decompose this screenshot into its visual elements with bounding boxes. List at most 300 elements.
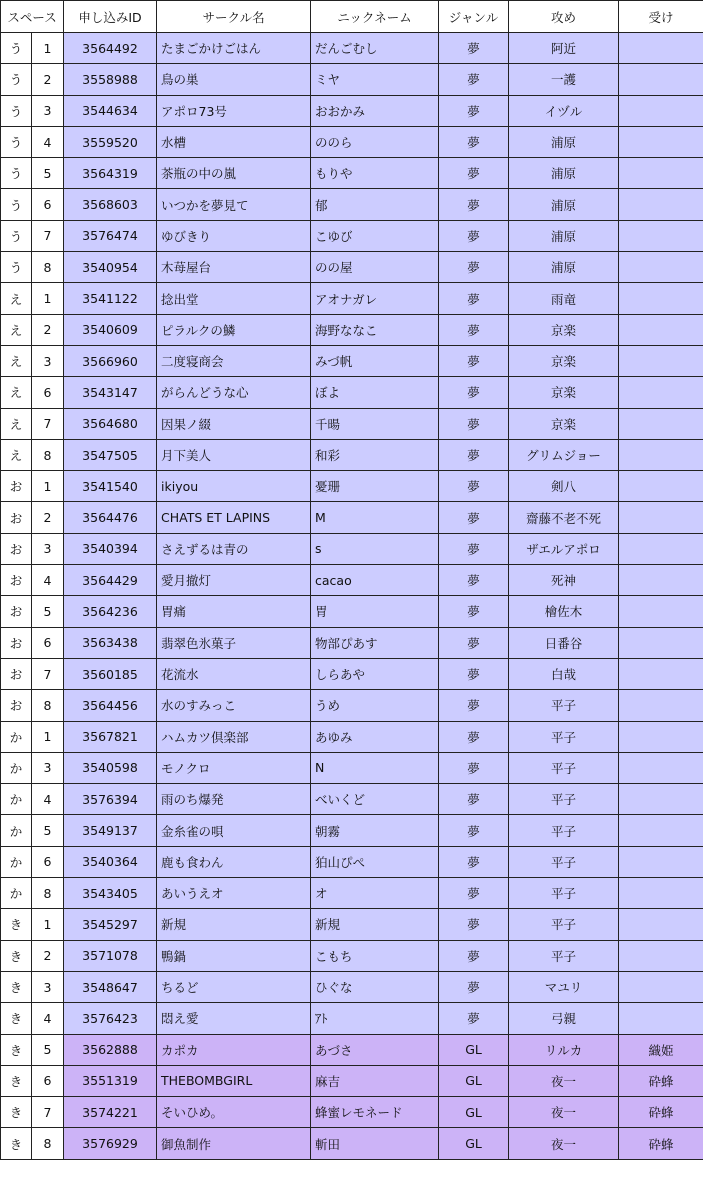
application-id-cell: 3576423 xyxy=(64,1003,157,1034)
uke-cell xyxy=(619,596,703,627)
space-row-cell: う xyxy=(1,189,32,220)
header-nickname: ニックネーム xyxy=(311,1,439,33)
genre-cell: 夢 xyxy=(439,314,509,345)
nickname-cell: ぼよ xyxy=(311,377,439,408)
space-number-cell: 4 xyxy=(32,565,64,596)
genre-cell: GL xyxy=(439,1065,509,1096)
circle-name-cell: ピラルクの鱗 xyxy=(157,314,311,345)
seme-cell: 弓親 xyxy=(509,1003,619,1034)
uke-cell xyxy=(619,252,703,283)
genre-cell: 夢 xyxy=(439,721,509,752)
application-id-cell: 3574221 xyxy=(64,1097,157,1128)
uke-cell xyxy=(619,846,703,877)
circle-name-cell: CHATS ET LAPINS xyxy=(157,502,311,533)
header-uke: 受け xyxy=(619,1,703,33)
nickname-cell: しらあや xyxy=(311,658,439,689)
table-header xyxy=(1,1,703,33)
seme-cell: 檜佐木 xyxy=(509,596,619,627)
space-row-cell: か xyxy=(1,752,32,783)
application-id-cell: 3547505 xyxy=(64,439,157,470)
application-id-cell: 3540954 xyxy=(64,252,157,283)
genre-cell: 夢 xyxy=(439,627,509,658)
space-row-cell: き xyxy=(1,1034,32,1065)
nickname-cell: こゆび xyxy=(311,220,439,251)
seme-cell: 平子 xyxy=(509,690,619,721)
nickname-cell: オ xyxy=(311,878,439,909)
uke-cell xyxy=(619,752,703,783)
uke-cell: 砕蜂 xyxy=(619,1065,703,1096)
seme-cell: 齋藤不老不死 xyxy=(509,502,619,533)
circle-name-cell: たまごかけごはん xyxy=(157,33,311,64)
space-number-cell: 2 xyxy=(32,502,64,533)
seme-cell: 平子 xyxy=(509,752,619,783)
table-row xyxy=(1,878,703,909)
circle-name-cell: 因果ノ綴 xyxy=(157,408,311,439)
table-row xyxy=(1,658,703,689)
space-number-cell: 1 xyxy=(32,33,64,64)
circle-name-cell: 月下美人 xyxy=(157,439,311,470)
application-id-cell: 3543405 xyxy=(64,878,157,909)
application-id-cell: 3549137 xyxy=(64,815,157,846)
space-number-cell: 8 xyxy=(32,439,64,470)
circle-name-cell: がらんどうな心 xyxy=(157,377,311,408)
table-row xyxy=(1,846,703,877)
application-id-cell: 3540394 xyxy=(64,533,157,564)
application-id-cell: 3560185 xyxy=(64,658,157,689)
seme-cell: 平子 xyxy=(509,784,619,815)
genre-cell: 夢 xyxy=(439,1003,509,1034)
table-row xyxy=(1,252,703,283)
table-row xyxy=(1,33,703,64)
table-row xyxy=(1,126,703,157)
seme-cell: 日番谷 xyxy=(509,627,619,658)
application-id-cell: 3559520 xyxy=(64,126,157,157)
seme-cell: 京楽 xyxy=(509,345,619,376)
seme-cell: ザエルアポロ xyxy=(509,533,619,564)
space-number-cell: 2 xyxy=(32,64,64,95)
uke-cell xyxy=(619,1003,703,1034)
space-number-cell: 1 xyxy=(32,721,64,752)
space-row-cell: う xyxy=(1,126,32,157)
genre-cell: 夢 xyxy=(439,189,509,220)
circle-name-cell: 鹿も食わん xyxy=(157,846,311,877)
space-number-cell: 4 xyxy=(32,784,64,815)
space-row-cell: え xyxy=(1,345,32,376)
space-row-cell: え xyxy=(1,377,32,408)
space-row-cell: え xyxy=(1,283,32,314)
genre-cell: 夢 xyxy=(439,33,509,64)
circle-name-cell: あいうえオ xyxy=(157,878,311,909)
uke-cell xyxy=(619,126,703,157)
uke-cell xyxy=(619,533,703,564)
circle-name-cell: 木苺屋台 xyxy=(157,252,311,283)
nickname-cell: 物部ぴあす xyxy=(311,627,439,658)
space-number-cell: 8 xyxy=(32,1128,64,1159)
table-row xyxy=(1,940,703,971)
table-row xyxy=(1,408,703,439)
nickname-cell: s xyxy=(311,533,439,564)
space-number-cell: 6 xyxy=(32,189,64,220)
circle-name-cell: 新規 xyxy=(157,909,311,940)
application-id-cell: 3544634 xyxy=(64,95,157,126)
nickname-cell: のの屋 xyxy=(311,252,439,283)
circle-name-cell: ちるど xyxy=(157,971,311,1002)
seme-cell: 白哉 xyxy=(509,658,619,689)
uke-cell xyxy=(619,627,703,658)
table-row xyxy=(1,721,703,752)
table-row xyxy=(1,377,703,408)
seme-cell: イヅル xyxy=(509,95,619,126)
genre-cell: 夢 xyxy=(439,815,509,846)
circle-name-cell: アポロ73号 xyxy=(157,95,311,126)
space-row-cell: お xyxy=(1,502,32,533)
application-id-cell: 3564456 xyxy=(64,690,157,721)
nickname-cell: 郁 xyxy=(311,189,439,220)
circle-name-cell: 雨のち爆発 xyxy=(157,784,311,815)
space-number-cell: 8 xyxy=(32,878,64,909)
nickname-cell: もりや xyxy=(311,158,439,189)
table-body xyxy=(1,33,703,1160)
nickname-cell: M xyxy=(311,502,439,533)
table-row xyxy=(1,64,703,95)
table-row xyxy=(1,627,703,658)
uke-cell xyxy=(619,345,703,376)
nickname-cell: べいくど xyxy=(311,784,439,815)
space-row-cell: き xyxy=(1,1128,32,1159)
space-row-cell: う xyxy=(1,158,32,189)
application-id-cell: 3540364 xyxy=(64,846,157,877)
application-id-cell: 3576394 xyxy=(64,784,157,815)
uke-cell xyxy=(619,940,703,971)
uke-cell xyxy=(619,658,703,689)
nickname-cell: 朝霧 xyxy=(311,815,439,846)
uke-cell xyxy=(619,815,703,846)
nickname-cell: 蜂蜜レモネード xyxy=(311,1097,439,1128)
circle-name-cell: 愛月撤灯 xyxy=(157,565,311,596)
genre-cell: 夢 xyxy=(439,909,509,940)
table-row xyxy=(1,1003,703,1034)
genre-cell: GL xyxy=(439,1128,509,1159)
space-number-cell: 4 xyxy=(32,1003,64,1034)
nickname-cell: 新規 xyxy=(311,909,439,940)
circle-name-cell: 胃痛 xyxy=(157,596,311,627)
space-number-cell: 6 xyxy=(32,846,64,877)
space-number-cell: 7 xyxy=(32,220,64,251)
space-number-cell: 6 xyxy=(32,1065,64,1096)
table-row xyxy=(1,439,703,470)
table-row xyxy=(1,95,703,126)
space-number-cell: 2 xyxy=(32,940,64,971)
seme-cell: 平子 xyxy=(509,721,619,752)
genre-cell: 夢 xyxy=(439,439,509,470)
table-row xyxy=(1,1097,703,1128)
application-id-cell: 3562888 xyxy=(64,1034,157,1065)
space-number-cell: 2 xyxy=(32,314,64,345)
application-id-cell: 3551319 xyxy=(64,1065,157,1096)
space-row-cell: お xyxy=(1,627,32,658)
seme-cell: 京楽 xyxy=(509,377,619,408)
header-seme: 攻め xyxy=(509,1,619,33)
uke-cell xyxy=(619,784,703,815)
genre-cell: 夢 xyxy=(439,64,509,95)
table-row xyxy=(1,815,703,846)
uke-cell xyxy=(619,33,703,64)
genre-cell: 夢 xyxy=(439,95,509,126)
table-row xyxy=(1,189,703,220)
genre-cell: 夢 xyxy=(439,784,509,815)
genre-cell: 夢 xyxy=(439,940,509,971)
nickname-cell: 海野ななこ xyxy=(311,314,439,345)
uke-cell xyxy=(619,314,703,345)
nickname-cell: みづ帆 xyxy=(311,345,439,376)
space-row-cell: き xyxy=(1,909,32,940)
genre-cell: 夢 xyxy=(439,565,509,596)
space-number-cell: 4 xyxy=(32,126,64,157)
genre-cell: 夢 xyxy=(439,126,509,157)
space-row-cell: き xyxy=(1,1003,32,1034)
nickname-cell: 和彩 xyxy=(311,439,439,470)
uke-cell xyxy=(619,158,703,189)
circle-name-cell: 茶瓶の中の嵐 xyxy=(157,158,311,189)
space-number-cell: 5 xyxy=(32,815,64,846)
uke-cell xyxy=(619,878,703,909)
application-id-cell: 3564680 xyxy=(64,408,157,439)
space-row-cell: お xyxy=(1,533,32,564)
genre-cell: 夢 xyxy=(439,502,509,533)
uke-cell xyxy=(619,721,703,752)
application-id-cell: 3545297 xyxy=(64,909,157,940)
space-row-cell: お xyxy=(1,471,32,502)
circle-name-cell: カポカ xyxy=(157,1034,311,1065)
genre-cell: 夢 xyxy=(439,846,509,877)
table-row xyxy=(1,596,703,627)
circle-name-cell: 悶え愛 xyxy=(157,1003,311,1034)
space-number-cell: 3 xyxy=(32,95,64,126)
seme-cell: 京楽 xyxy=(509,314,619,345)
circle-name-cell: 捻出堂 xyxy=(157,283,311,314)
nickname-cell: ｱﾄ xyxy=(311,1003,439,1034)
space-row-cell: お xyxy=(1,565,32,596)
table-row xyxy=(1,314,703,345)
uke-cell: 砕蜂 xyxy=(619,1128,703,1159)
table-row xyxy=(1,1065,703,1096)
space-row-cell: う xyxy=(1,33,32,64)
table-row xyxy=(1,565,703,596)
seme-cell: 阿近 xyxy=(509,33,619,64)
space-number-cell: 7 xyxy=(32,408,64,439)
table-row xyxy=(1,345,703,376)
uke-cell xyxy=(619,377,703,408)
nickname-cell: うめ xyxy=(311,690,439,721)
space-row-cell: き xyxy=(1,1097,32,1128)
nickname-cell: こもち xyxy=(311,940,439,971)
table-row xyxy=(1,1128,703,1159)
seme-cell: 平子 xyxy=(509,909,619,940)
application-id-cell: 3564476 xyxy=(64,502,157,533)
seme-cell: 死神 xyxy=(509,565,619,596)
table-row xyxy=(1,283,703,314)
nickname-cell: ミヤ xyxy=(311,64,439,95)
nickname-cell: cacao xyxy=(311,565,439,596)
seme-cell: 浦原 xyxy=(509,158,619,189)
uke-cell xyxy=(619,909,703,940)
space-row-cell: お xyxy=(1,596,32,627)
application-id-cell: 3564429 xyxy=(64,565,157,596)
nickname-cell: 麻吉 xyxy=(311,1065,439,1096)
seme-cell: 浦原 xyxy=(509,189,619,220)
space-row-cell: う xyxy=(1,220,32,251)
nickname-cell: ひぐな xyxy=(311,971,439,1002)
nickname-cell: 狛山ぴぺ xyxy=(311,846,439,877)
nickname-cell: おおかみ xyxy=(311,95,439,126)
genre-cell: 夢 xyxy=(439,158,509,189)
genre-cell: 夢 xyxy=(439,377,509,408)
nickname-cell: あづさ xyxy=(311,1034,439,1065)
seme-cell: 浦原 xyxy=(509,252,619,283)
genre-cell: 夢 xyxy=(439,533,509,564)
space-row-cell: か xyxy=(1,878,32,909)
circle-name-cell: 翡翠色氷菓子 xyxy=(157,627,311,658)
uke-cell xyxy=(619,471,703,502)
space-row-cell: え xyxy=(1,314,32,345)
nickname-cell: 斬田 xyxy=(311,1128,439,1159)
circle-name-cell: そいひめ。 xyxy=(157,1097,311,1128)
nickname-cell: アオナガレ xyxy=(311,283,439,314)
application-id-cell: 3564319 xyxy=(64,158,157,189)
application-id-cell: 3576929 xyxy=(64,1128,157,1159)
seme-cell: 一護 xyxy=(509,64,619,95)
circle-name-cell: さえずるは青の xyxy=(157,533,311,564)
genre-cell: 夢 xyxy=(439,971,509,1002)
space-row-cell: え xyxy=(1,408,32,439)
application-id-cell: 3566960 xyxy=(64,345,157,376)
uke-cell xyxy=(619,408,703,439)
circle-name-cell: ゆびきり xyxy=(157,220,311,251)
table-row xyxy=(1,971,703,1002)
genre-cell: 夢 xyxy=(439,252,509,283)
space-row-cell: か xyxy=(1,721,32,752)
seme-cell: リルカ xyxy=(509,1034,619,1065)
uke-cell xyxy=(619,95,703,126)
circle-name-cell: ikiyou xyxy=(157,471,311,502)
application-id-cell: 3541122 xyxy=(64,283,157,314)
application-id-cell: 3540609 xyxy=(64,314,157,345)
uke-cell xyxy=(619,220,703,251)
uke-cell xyxy=(619,189,703,220)
circle-name-cell: THEBOMBGIRL xyxy=(157,1065,311,1096)
space-row-cell: か xyxy=(1,784,32,815)
space-row-cell: か xyxy=(1,846,32,877)
seme-cell: 平子 xyxy=(509,846,619,877)
header-application-id: 申し込みID xyxy=(64,1,157,33)
circle-name-cell: 水のすみっこ xyxy=(157,690,311,721)
table-row xyxy=(1,158,703,189)
space-number-cell: 3 xyxy=(32,971,64,1002)
uke-cell xyxy=(619,690,703,721)
genre-cell: GL xyxy=(439,1034,509,1065)
space-number-cell: 5 xyxy=(32,596,64,627)
seme-cell: 剣八 xyxy=(509,471,619,502)
table-row xyxy=(1,220,703,251)
application-id-cell: 3576474 xyxy=(64,220,157,251)
genre-cell: 夢 xyxy=(439,471,509,502)
circle-name-cell: ハムカツ倶楽部 xyxy=(157,721,311,752)
circle-name-cell: いつかを夢見て xyxy=(157,189,311,220)
application-id-cell: 3540598 xyxy=(64,752,157,783)
table-row xyxy=(1,533,703,564)
space-row-cell: う xyxy=(1,252,32,283)
header-circle-name: サークル名 xyxy=(157,1,311,33)
uke-cell: 砕蜂 xyxy=(619,1097,703,1128)
nickname-cell: だんごむし xyxy=(311,33,439,64)
circle-name-cell: モノクロ xyxy=(157,752,311,783)
nickname-cell: あゆみ xyxy=(311,721,439,752)
genre-cell: 夢 xyxy=(439,596,509,627)
uke-cell: 織姫 xyxy=(619,1034,703,1065)
space-number-cell: 5 xyxy=(32,158,64,189)
space-row-cell: か xyxy=(1,815,32,846)
circle-name-cell: 御魚制作 xyxy=(157,1128,311,1159)
nickname-cell: 胃 xyxy=(311,596,439,627)
uke-cell xyxy=(619,502,703,533)
circle-name-cell: 鴨鍋 xyxy=(157,940,311,971)
application-id-cell: 3571078 xyxy=(64,940,157,971)
space-row-cell: き xyxy=(1,940,32,971)
table-row xyxy=(1,784,703,815)
seme-cell: 浦原 xyxy=(509,126,619,157)
seme-cell: 平子 xyxy=(509,878,619,909)
genre-cell: 夢 xyxy=(439,408,509,439)
space-row-cell: き xyxy=(1,971,32,1002)
table-row xyxy=(1,502,703,533)
space-number-cell: 5 xyxy=(32,1034,64,1065)
table-row xyxy=(1,1034,703,1065)
seme-cell: 夜一 xyxy=(509,1128,619,1159)
space-number-cell: 1 xyxy=(32,283,64,314)
header-genre: ジャンル xyxy=(439,1,509,33)
nickname-cell: N xyxy=(311,752,439,783)
circle-name-cell: 金糸雀の唄 xyxy=(157,815,311,846)
genre-cell: 夢 xyxy=(439,220,509,251)
genre-cell: 夢 xyxy=(439,283,509,314)
space-row-cell: う xyxy=(1,95,32,126)
uke-cell xyxy=(619,64,703,95)
circle-name-cell: 花流水 xyxy=(157,658,311,689)
seme-cell: 平子 xyxy=(509,815,619,846)
space-number-cell: 3 xyxy=(32,533,64,564)
space-number-cell: 3 xyxy=(32,345,64,376)
space-row-cell: う xyxy=(1,64,32,95)
space-number-cell: 8 xyxy=(32,690,64,721)
seme-cell: 平子 xyxy=(509,940,619,971)
uke-cell xyxy=(619,565,703,596)
application-id-cell: 3568603 xyxy=(64,189,157,220)
uke-cell xyxy=(619,439,703,470)
genre-cell: 夢 xyxy=(439,658,509,689)
application-id-cell: 3564492 xyxy=(64,33,157,64)
nickname-cell: 千暘 xyxy=(311,408,439,439)
seme-cell: グリムジョー xyxy=(509,439,619,470)
application-id-cell: 3558988 xyxy=(64,64,157,95)
seme-cell: 京楽 xyxy=(509,408,619,439)
seme-cell: マユリ xyxy=(509,971,619,1002)
table-row xyxy=(1,909,703,940)
circle-name-cell: 二度寝商会 xyxy=(157,345,311,376)
seme-cell: 夜一 xyxy=(509,1097,619,1128)
application-id-cell: 3541540 xyxy=(64,471,157,502)
table-row xyxy=(1,690,703,721)
genre-cell: GL xyxy=(439,1097,509,1128)
